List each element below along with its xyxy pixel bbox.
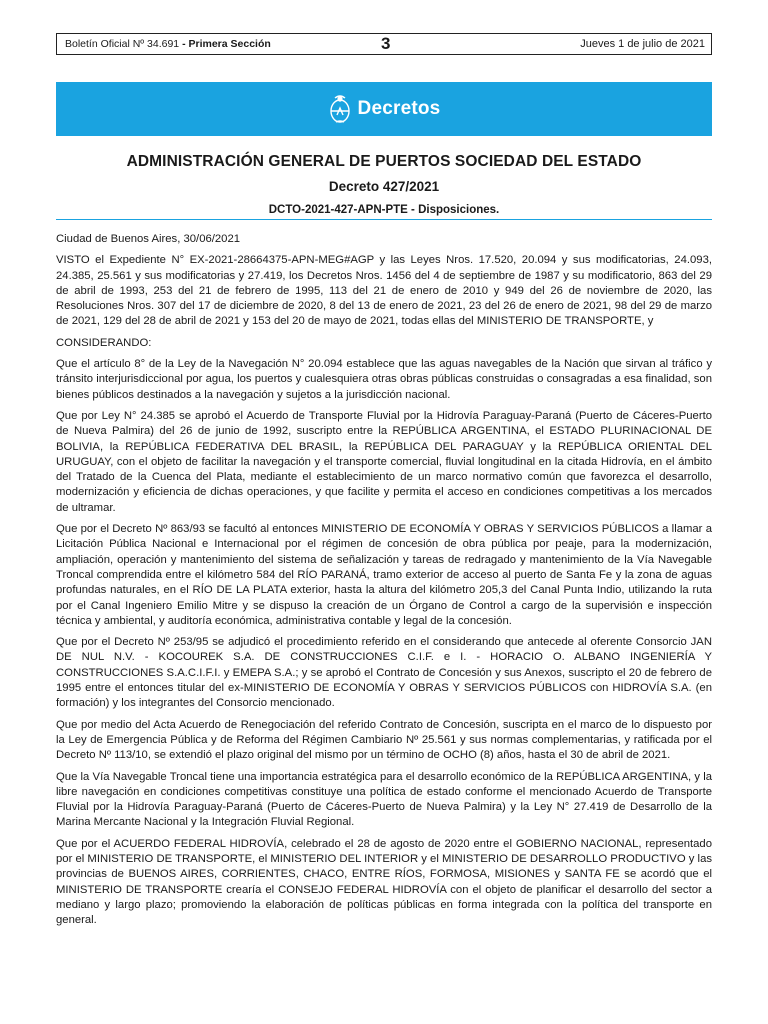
paragraph-decreto-863: Que por el Decreto Nº 863/93 se facultó al entonces MINISTERIO DE ECONOMÍA Y OBRAS Y SERVICIOS PÚBLICOS a llamar a Licitación Pública Nacional e Internacional por el régimen de concesión de obra pública por peaje, para la modernización, ampliación, operación y mantenimiento del sistema de señalización y tareas de redragado y mantenimiento de la Vía Navegable Troncal comprendida entre el kilómetro 584 del RÍO PARANÁ, tramo exterior de acceso al puerto de Santa Fe y la zona de aguas profundas naturales, en el RÍO DE LA PLATA exterior, hasta la altura del kilómetro 205,3 del Canal Punta Indio, utilizando la ruta por el Canal Ingeniero Emilio Mitre y se dispuso la creación de un Órgano de Control a cargo de la supervisión e inspección técnica y ambiental, y auditoría económica, administrativa contable y legal de la concesión. [56,523,712,627]
paragraph-ley-24385: Que por Ley N° 24.385 se aprobó el Acuerdo de Transporte Fluvial por la Hidrovía Paraguay-Paraná (Puerto de Cáceres-Puerto de Nueva Palmira) del 26 de junio de 1992, suscripto entre la REPÚBLICA ARGENTINA, el ESTADO PLURINACIONAL DE BOLIVIA, la REPÚBLICA FEDERATIVA DEL BRASIL, la REPÚBLICA DEL PARAGUAY y la REPÚBLICA ORIENTAL DEL URUGUAY, con el objeto de facilitar la navegación y el transporte comercial, fluvial longitudinal en la citada Hidrovía, en el ámbito del Tratado de la Cuenca del Plata, mediante el establecimiento de un marco normativo común que favorezca el desarrollo, modernización y eficiencia de dichas operaciones, y que facilite y permita el acceso en condiciones competitivas a los mercados de ultramar. [56,409,712,514]
argentina-coat-of-arms-icon [328,94,352,124]
paragraph-decreto-253: Que por el Decreto Nº 253/95 se adjudicó el procedimiento referido en el considerando que antecede al oferente Consorcio JAN DE NUL N.V. - KOCOUREK S.A. DE CONSTRUCCIONES C.I.F. e I. - HORACIO O. ALBANO INGENIERÍA Y CONSTRUCCIONES S.A.C.I.F.I. y EMEPA S.A.; y se aprobó el Contrato de Concesión y sus Anexos, suscripto el 20 de febrero de 1995 entre el entonces titular del ex-MINISTERIO DE ECONOMÍA Y OBRAS Y SERVICIOS PÚBLICOS con HIDROVÍA S.A. (en formación) y los integrantes del Consorcio mencionado. [56,636,712,710]
page-header [56,33,712,55]
section-banner [56,82,712,136]
document-body [56,232,712,934]
paragraph-ley-navegacion: Que el artículo 8° de la Ley de la Navegación N° 20.094 establece que las aguas navegables de la Nación que sirvan al tráfico y tránsito interjurisdiccional por agua, los puertos y cualesquiera otras obras públicas construidas o consagradas a esa finalidad, son bienes públicos destinados a la navegación y sujetos a la jurisdicción nacional. [56,358,712,401]
document-decree: Decreto 427/2021 [328,179,440,194]
publication-date: Jueves 1 de julio de 2021 [580,38,705,50]
document-organization: ADMINISTRACIÓN GENERAL DE PUERTOS SOCIEDAD DEL ESTADO [126,153,642,170]
paragraph-acuerdo-federal: Que por el ACUERDO FEDERAL HIDROVÍA, celebrado el 28 de agosto de 2020 entre el GOBIERNO NACIONAL, representado por el MINISTERIO DE TRANSPORTE, el MINISTERIO DEL INTERIOR y el MINISTERIO DE DESARROLLO PRODUCTIVO y las provincias de BUENOS AIRES, CORRIENTES, CHACO, ENTRE RÍOS, FORMOSA, MISIONES y SANTA FE se acordó que el MINISTERIO DE TRANSPORTE crearía el CONSEJO FEDERAL HIDROVÍA con el objeto de planificar el desarrollo del sector a mediano y largo plazo; promoviendo la elaboración de políticas públicas en forma integrada con la política del transporte en general. [56,837,712,927]
document-code: DCTO-2021-427-APN-PTE - Disposiciones. [268,204,500,216]
paragraph-acta-acuerdo: Que por medio del Acta Acuerdo de Renegociación del referido Contrato de Concesión, suscripta en el marco de lo dispuesto por la Ley de Emergencia Pública y de Reforma del Régimen Cambiario Nº 25.561 y sus normas complementarias, y ratificada por el Decreto Nº 113/10, se extendió el plazo original del mismo por un término de OCHO (8) años, hasta el 30 de abril de 2021. [56,718,712,762]
bulletin-section: - Primera Sección [179,38,271,50]
title-divider [56,219,712,220]
paragraph-visto: VISTO el Expediente N° EX-2021-28664375-APN-MEG#AGP y las Leyes Nros. 17.520, 20.094 y sus modificatorias, 24.093, 24.385, 25.561 y sus modificatorias y 27.419, los Decretos Nros. 1456 del 4 de septiembre de 1987 y su modificatorio, 863 del 29 de abril de 1993, 253 del 21 de febrero de 1995, 113 del 21 de enero de 2010 y 949 del 26 de noviembre de 2020, las Resoluciones Nros. 307 del 17 de diciembre de 2020, 8 del 13 de enero de 2021, 23 del 26 de enero de 2021, 98 del 29 de marzo de 2021, 129 del 28 de abril de 2021 y 153 del 20 de mayo de 2021, todas ellas del MINISTERIO DE TRANSPORTE, y [56,254,712,328]
paragraph-via-navegable: Que la Vía Navegable Troncal tiene una importancia estratégica para el desarrollo económico de la REPÚBLICA ARGENTINA, y la libre navegación en condiciones competitivas constituye una política de estado conforme el mencionado Acuerdo de Transporte Fluvial por la Hidrovía Paraguay-Paraná (Puerto de Cáceres-Puerto de Nueva Palmira) y la Ley N° 27.419 de Desarrollo de la Marina Mercante Nacional y la Integración Fluvial Regional. [56,770,712,829]
banner-title: Decretos [357,98,441,119]
paragraph-considerando: CONSIDERANDO: [56,336,152,349]
document-title-block [56,150,712,220]
page-number: 3 [381,34,391,53]
bulletin-label [65,38,271,50]
bulletin-number: Boletín Oficial Nº 34.691 [65,38,180,50]
city-date: Ciudad de Buenos Aires, 30/06/2021 [56,233,241,245]
